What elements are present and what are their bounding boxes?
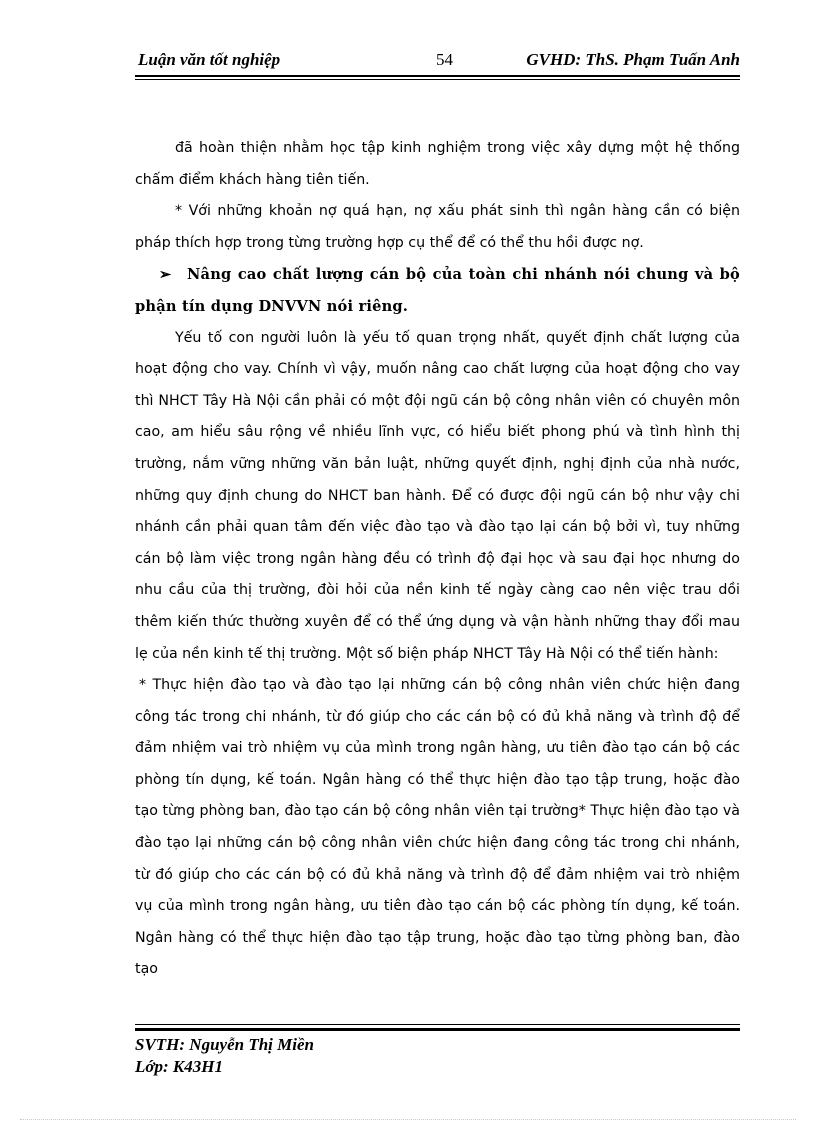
- arrow-bullet-icon: ➢: [159, 266, 172, 284]
- footer-rule-thin: [135, 1024, 740, 1025]
- paragraph: * Với những khoản nợ quá hạn, nợ xấu phát sinh thì ngân hàng cần có biện pháp thích hợp trong từng trường hợp cụ thể để có thể thu hồi được nợ.: [135, 203, 740, 251]
- page-edge-divider: [20, 1119, 796, 1120]
- paragraph: đã hoàn thiện nhằm học tập kinh nghiệm trong việc xây dựng một hệ thống chấm điểm khách hàng tiên tiến.: [135, 140, 740, 188]
- section-heading-text: Nâng cao chất lượng cán bộ của toàn chi nhánh nói chung và bộ phận tín dụng DNVVN nói riêng.: [135, 266, 740, 315]
- header-thesis-title: Luận văn tốt nghiệp: [138, 50, 281, 69]
- header-rule: [135, 75, 740, 77]
- page-number: 54: [436, 50, 453, 69]
- page-header: [135, 48, 740, 72]
- paragraph: * Thực hiện đào tạo và đào tạo lại những cán bộ công nhân viên chức hiện đang công tác trong chi nhánh, từ đó giúp cho các cán bộ có đủ khả năng và trình độ để đảm nhiệm vai trò nhiệm vụ của mình trong ngân hàng, ưu tiên đào tạo cán bộ các phòng tín dụng, kế toán. Ngân hàng có thể thực hiện đào tạo tập trung, hoặc đào tạo từng phòng ban, đào tạo cán bộ công nhân viên tại trường* Thực hiện đào tạo và đào tạo lại những cán bộ công nhân viên chức hiện đang công tác trong chi nhánh, từ đó giúp cho các cán bộ có đủ khả năng và trình độ để đảm nhiệm vai trò nhiệm vụ của mình trong ngân hàng, ưu tiên đào tạo cán bộ các phòng tín dụng, kế toán. Ngân hàng có thể thực hiện đào tạo tập trung, hoặc đào tạo từng phòng ban, đào tạo: [135, 677, 740, 978]
- page-footer: [135, 1034, 314, 1078]
- page-body: [135, 133, 740, 986]
- paragraph: Yếu tố con người luôn là yếu tố quan trọng nhất, quyết định chất lượng của hoạt động cho vay. Chính vì vậy, muốn nâng cao chất lượng của hoạt động cho vay thì NHCT Tây Hà Nội cần phải có một đội ngũ cán bộ công nhân viên có chuyên môn cao, am hiểu sâu rộng về nhiều lĩnh vực, có hiểu biết phong phú và tình hình thị trường, nắm vững những văn bản luật, những quyết định, nghị định của nhà nước, những quy định chung do NHCT ban hành. Để có được đội ngũ cán bộ như vậy chi nhánh cần phải quan tâm đến việc đào tạo và đào tạo lại cán bộ bởi vì, tuy những cán bộ làm việc trong ngân hàng đều có trình độ đại học và sau đại học nhưng do nhu cầu của thị trường, đòi hỏi của nền kinh tế ngày càng cao nên việc trau dồi thêm kiến thức thường xuyên để có thể ứng dụng và vận hành những thay đổi mau lẹ của nền kinh tế thị trường. Một số biện pháp NHCT Tây Hà Nội có thể tiến hành:: [135, 329, 740, 662]
- header-rule-thin: [135, 79, 740, 80]
- footer-rule: [135, 1028, 740, 1031]
- footer-student: SVTH: Nguyễn Thị Miền: [135, 1035, 314, 1054]
- footer-class: Lớp: K43H1: [135, 1057, 223, 1076]
- header-supervisor: GVHD: ThS. Phạm Tuấn Anh: [526, 50, 740, 69]
- section-heading: [135, 259, 740, 322]
